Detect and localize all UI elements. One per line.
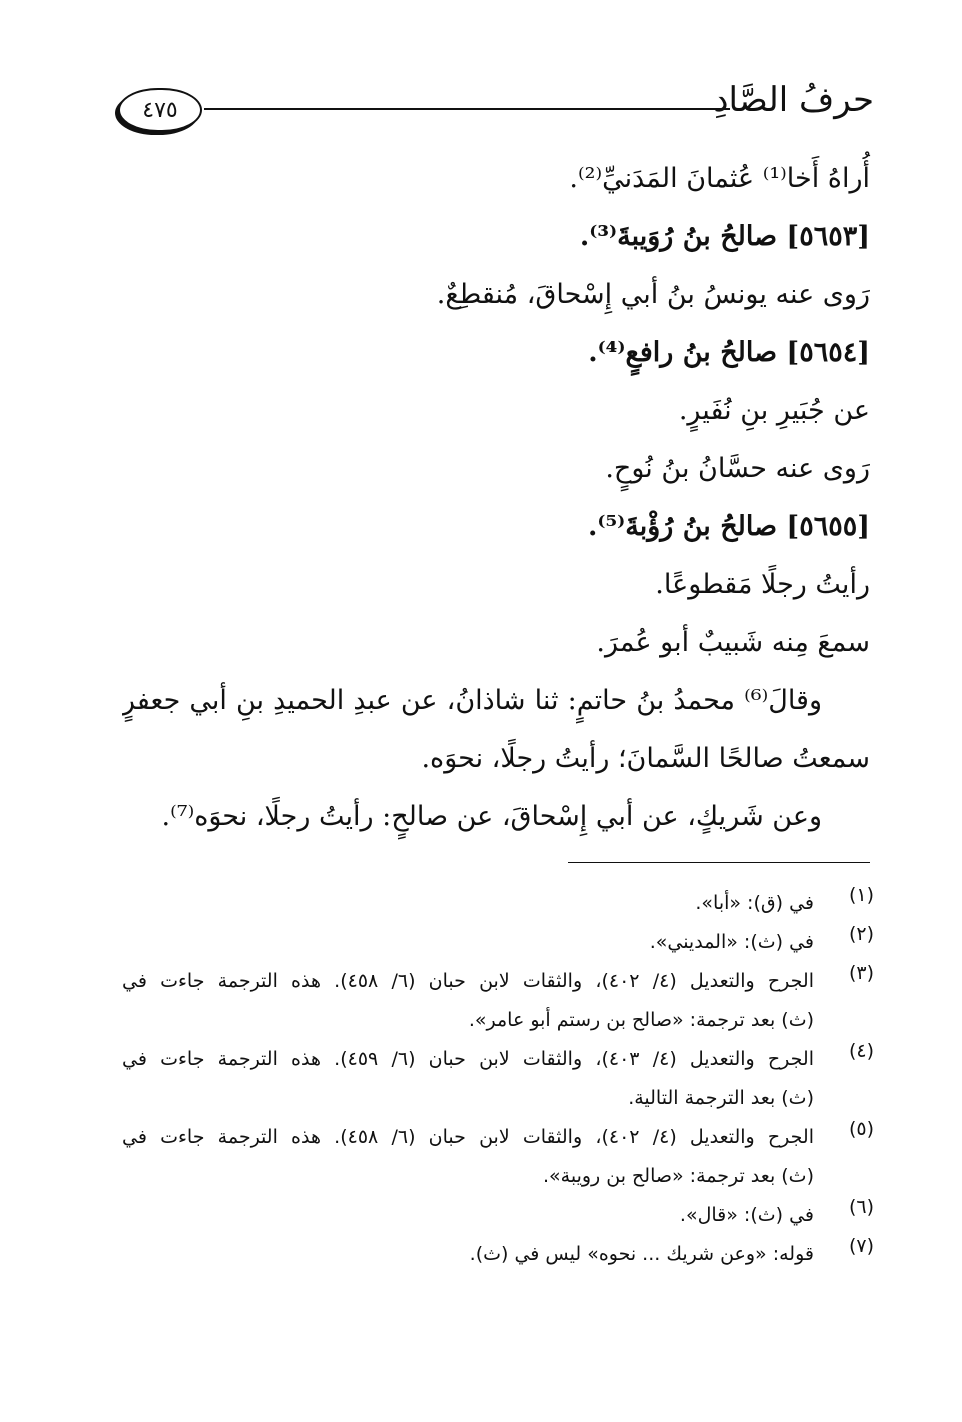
footnote-number: (٥) — [848, 1118, 874, 1140]
footnote-text: (ث) بعد ترجمة: «صالح بن رستم أبو عامر». — [468, 1009, 814, 1031]
footnote — [122, 1235, 874, 1274]
footnote-text: في (ث): «قال». — [679, 1204, 814, 1226]
footnotes — [122, 884, 874, 1274]
footnote-text: الجرح والتعديل (٤/ ٤٠٢)، والثقات لابن حبان (٦/ ٤٥٨). هذه الترجمة جاءت في — [122, 970, 814, 992]
page-number-badge: ٤٧٥ — [118, 88, 202, 132]
footnote — [122, 1040, 874, 1118]
footnote-number: (٣) — [848, 962, 874, 984]
footnote-text: قوله: «وعن شريك ... نحوه» ليس في (ث). — [469, 1243, 814, 1265]
text-line: رأيتُ رجلًا مَقطوعًا. — [655, 569, 870, 600]
text-line: أُراهُ أَخا⁽¹⁾ عُثمانَ المَدَنيِّ⁽²⁾. — [569, 163, 870, 194]
text-line: رَوى عنه حسَّانُ بنُ نُوحٍ. — [605, 453, 870, 484]
entry-heading: [٥٦٥٤] صالحُ بنُ رافعٍ⁽⁴⁾. — [588, 337, 870, 368]
page-header — [118, 80, 878, 140]
footnote-text: في (ق): «أبا». — [695, 892, 814, 914]
chapter-title: حرفُ الصَّادِ — [713, 80, 874, 120]
footnote-number: (٢) — [848, 923, 874, 945]
entry-heading: [٥٦٥٣] صالحُ بنُ رُوَيبةَ⁽³⁾. — [579, 221, 870, 252]
text-line: وقالَ⁽⁶⁾ محمدُ بنُ حاتمٍ: ثنا شاذانُ، عن عبدِ الحميدِ بنِ أبي جعفرٍ — [122, 685, 822, 716]
footnote-text: الجرح والتعديل (٤/ ٤٠٣)، والثقات لابن حبان (٦/ ٤٥٩). هذه الترجمة جاءت في — [122, 1048, 814, 1070]
entry-heading: [٥٦٥٥] صالحُ بنُ رُؤْبةَ⁽⁵⁾. — [587, 511, 870, 542]
footnote-text: في (ث): «المديني». — [649, 931, 814, 953]
footnote-number: (١) — [848, 884, 874, 906]
footnote — [122, 962, 874, 1040]
text-line: رَوى عنه يونسُ بنُ أبي إِسْحاقَ، مُنقطِعٌ. — [436, 279, 870, 310]
footnote-text: الجرح والتعديل (٤/ ٤٠٢)، والثقات لابن حبان (٦/ ٤٥٨). هذه الترجمة جاءت في — [122, 1126, 814, 1148]
footnote-text: (ث) بعد ترجمة: «صالح بن رويبة». — [542, 1165, 814, 1187]
footnote-text: (ث) بعد الترجمة التالية. — [628, 1087, 814, 1109]
text-line: سمعتُ صالحًا السَّمانَ؛ رأيتُ رجلًا، نحوَه. — [421, 743, 870, 774]
footnote — [122, 1118, 874, 1196]
footnote-number: (٦) — [848, 1196, 874, 1218]
footnote — [122, 1196, 874, 1235]
text-line: وعن شَريكٍ، عن أبي إِسْحاقَ، عن صالحٍ: رأيتُ رجلًا، نحوَه⁽⁷⁾. — [161, 801, 822, 832]
footnote — [122, 884, 874, 923]
text-line: سمعَ مِنه شَبيبٌ أبو عُمرَ. — [596, 627, 870, 658]
header-rule — [204, 108, 730, 110]
footnote-number: (٤) — [848, 1040, 874, 1062]
main-text — [122, 150, 870, 846]
text-line: عن جُبَيرِ بنِ نُفَيرٍ. — [678, 395, 870, 426]
footnote-number: (٧) — [848, 1235, 874, 1257]
footnote — [122, 923, 874, 962]
footnote-separator — [568, 862, 870, 863]
